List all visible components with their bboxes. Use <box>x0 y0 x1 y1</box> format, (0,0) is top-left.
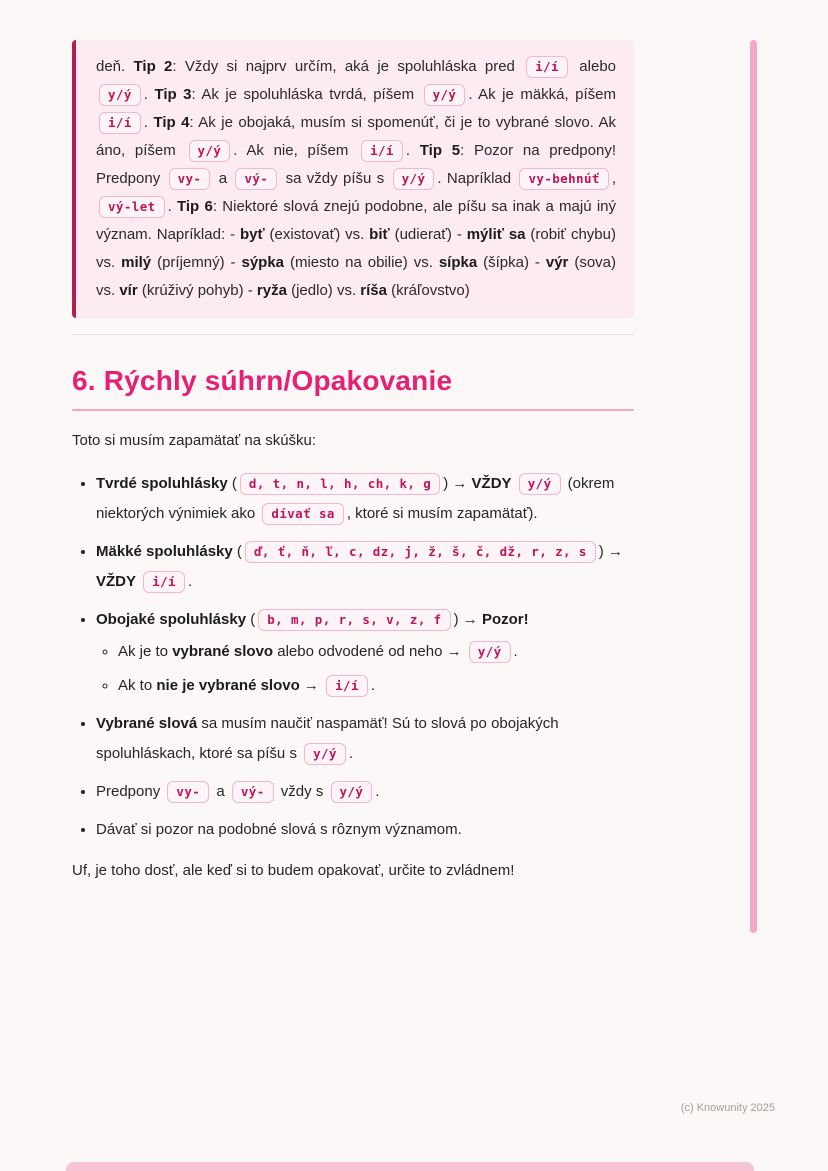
code-chip: b, m, p, r, s, v, z, f <box>258 609 450 631</box>
code-chip: vý- <box>232 781 274 803</box>
code-chip: y/ý <box>189 140 231 162</box>
bold-text: Tip 4 <box>153 114 190 131</box>
list-item <box>96 469 634 529</box>
sub-list-item <box>118 671 634 701</box>
code-chip: vy- <box>169 168 211 190</box>
bold-text: mýliť sa <box>466 226 526 243</box>
code-chip: vý- <box>235 168 277 190</box>
bold-text: Vybrané slová <box>96 715 198 732</box>
closing-paragraph: Uf, je toho dosť, ale keď si to budem opakovať, určite to zvládnem! <box>72 862 515 879</box>
summary-list <box>72 469 634 845</box>
code-chip: y/ý <box>393 168 435 190</box>
list-item-text: Vybrané slová sa musím naučiť naspamäť! Sú to slová po obojakých spoluhláskach, ktoré sa píšu s y/ý . <box>96 715 559 762</box>
sub-list-item-text: Ak je to vybrané slovo alebo odvodené od neho → y/ý . <box>118 643 518 660</box>
list-item-text: Mäkké spoluhlásky ( ď, ť, ň, ľ, c, dz, j, ž, š, č, dž, r, z, s ) → VŽDY i/í . <box>96 543 623 590</box>
bold-text: Tvrdé spoluhlásky <box>96 475 228 492</box>
code-chip: vý-let <box>99 196 165 218</box>
section-divider <box>72 334 634 335</box>
bold-text: nie je vybrané slovo <box>156 677 300 694</box>
tips-callout <box>72 40 634 318</box>
bold-text: milý <box>121 254 152 271</box>
code-chip: y/ý <box>304 743 346 765</box>
list-item <box>96 537 634 597</box>
code-chip: i/í <box>361 140 403 162</box>
code-chip: y/ý <box>469 641 511 663</box>
list-item-text: Tvrdé spoluhlásky ( d, t, n, l, h, ch, k, g ) → VŽDY y/ý (okrem niektorých výnimiek ako dívať sa , ktoré si musím zapamätať). <box>96 475 614 522</box>
list-item-text: Obojaké spoluhlásky ( b, m, p, r, s, v, z, f ) → Pozor! <box>96 611 529 628</box>
bold-text: sýpka <box>241 254 285 271</box>
bold-text: byť <box>239 226 265 243</box>
sub-list-item-text: Ak to nie je vybrané slovo → i/í . <box>118 677 375 694</box>
bold-text: Tip 5 <box>419 142 461 159</box>
bold-text: Tip 3 <box>154 86 192 103</box>
bold-text: sípka <box>438 254 478 271</box>
code-chip: y/ý <box>519 473 561 495</box>
list-item <box>96 815 634 845</box>
heading-underline <box>72 409 634 411</box>
bold-text: vír <box>119 282 138 299</box>
bold-text: VŽDY <box>96 573 137 590</box>
code-chip: i/í <box>143 571 185 593</box>
bold-text: Mäkké spoluhlásky <box>96 543 233 560</box>
intro-paragraph: Toto si musím zapamätať na skúšku: <box>72 432 317 449</box>
tips-text: deň. Tip 2: Vždy si najprv určím, aká je spoluhláska pred i/í alebo y/ý . Tip 3: Ak je spoluhláska tvrdá, píšem y/ý . Ak je mäkká, píšem i/í . Tip 4: Ak je obojaká, musím si spomenúť, či je to vybrané slovo. Ak áno, píšem y/ý . Ak nie, píšem i/í . Tip 5: Pozor na predpony! Predpony vy- a vý- sa vždy píšu s y/ý . Napríklad vy-behnúť , vý-let . Tip 6: Niektoré slová znejú podobne, ale píšu sa inak a majú iný význam. Napríklad: - byť (existovať) vs. biť (udierať) - mýliť sa (robiť chybu) vs. milý (príjemný) - sýpka (miesto na obilie) vs. sípka (šípka) - výr (sova) vs. vír (krúživý pohyb) - ryža (jedlo) vs. ríša (kráľovstvo) <box>96 58 617 299</box>
list-item <box>96 777 634 807</box>
code-chip: ď, ť, ň, ľ, c, dz, j, ž, š, č, dž, r, z, s <box>245 541 596 563</box>
copyright-text: (c) Knowunity 2025 <box>680 1102 775 1114</box>
bold-text: Pozor! <box>481 611 529 628</box>
bold-text: výr <box>545 254 569 271</box>
code-chip: i/í <box>326 675 368 697</box>
list-item-text: Predpony vy- a vý- vždy s y/ý . <box>96 783 379 800</box>
scrollbar-thumb[interactable] <box>750 40 757 933</box>
bold-text: Tip 6 <box>177 198 213 215</box>
bold-text: Obojaké spoluhlásky <box>96 611 247 628</box>
page-bottom-bar <box>66 1162 754 1171</box>
list-item <box>96 709 634 769</box>
code-chip: vy- <box>167 781 209 803</box>
code-chip: i/í <box>526 56 568 78</box>
bold-text: biť <box>369 226 390 243</box>
list-item-text: Dávať si pozor na podobné slová s rôznym významom. <box>96 821 462 838</box>
sub-list-item <box>118 637 634 667</box>
code-chip: i/í <box>99 112 141 134</box>
code-chip: d, t, n, l, h, ch, k, g <box>240 473 440 495</box>
code-chip: y/ý <box>331 781 373 803</box>
code-chip: y/ý <box>424 84 466 106</box>
summary-sublist <box>96 637 634 701</box>
list-item <box>96 605 634 701</box>
content-area <box>72 40 634 883</box>
bold-text: VŽDY <box>471 475 512 492</box>
bold-text: vybrané slovo <box>172 643 274 660</box>
code-chip: vy-behnúť <box>519 168 608 190</box>
code-chip: dívať sa <box>262 503 343 525</box>
bold-text: Tip 2 <box>133 58 173 75</box>
code-chip: y/ý <box>99 84 141 106</box>
bold-text: ríša <box>360 282 387 299</box>
section-heading: 6. Rýchly súhrn/Opakovanie <box>72 365 453 396</box>
bold-text: ryža <box>256 282 287 299</box>
